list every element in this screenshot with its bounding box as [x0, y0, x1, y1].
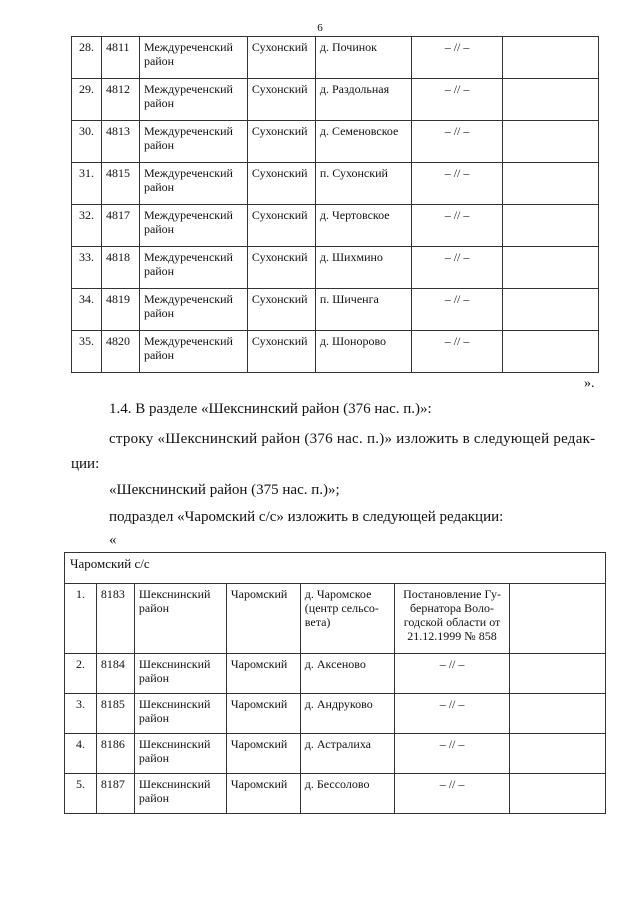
district-name: Междуреченский район	[139, 79, 247, 121]
settlement-code: 4817	[101, 205, 139, 247]
district-name: Шекснинский район	[134, 694, 226, 734]
settlement-code: 8184	[96, 654, 134, 694]
settlement-name: п. Сухонский	[315, 163, 411, 205]
table-row	[72, 79, 599, 121]
legal-basis: Постановление Гу-бернатора Воло-годской области от 21.12.1999 № 858	[394, 584, 510, 654]
council-name: Чаромский	[226, 584, 300, 654]
row-number: 30.	[72, 121, 102, 163]
paragraph-subsection: подраздел «Чаромский с/с» изложить в следующей редакции:	[109, 509, 504, 525]
settlement-code: 8183	[96, 584, 134, 654]
council-name: Сухонский	[247, 247, 315, 289]
district-name: Междуреченский район	[139, 121, 247, 163]
settlement-code: 4815	[101, 163, 139, 205]
legal-basis: – // –	[411, 121, 503, 163]
empty-cell	[510, 584, 606, 654]
legal-basis: – // –	[394, 774, 510, 814]
table-row	[65, 774, 606, 814]
row-number: 4.	[65, 734, 97, 774]
table-row	[72, 121, 599, 163]
settlement-name: д. Астралиха	[300, 734, 394, 774]
district-name: Междуреченский район	[139, 163, 247, 205]
settlement-code: 8185	[96, 694, 134, 734]
legal-basis: – // –	[411, 205, 503, 247]
row-number: 34.	[72, 289, 102, 331]
settlement-code: 4812	[101, 79, 139, 121]
settlement-name: д. Бессолово	[300, 774, 394, 814]
row-number: 31.	[72, 163, 102, 205]
settlement-code: 4818	[101, 247, 139, 289]
settlement-name: д. Андруково	[300, 694, 394, 734]
settlement-name: д. Чертовское	[315, 205, 411, 247]
district-name: Шекснинский район	[134, 774, 226, 814]
settlement-name: д. Аксеново	[300, 654, 394, 694]
legal-basis: – // –	[394, 694, 510, 734]
page-number: 6	[317, 22, 323, 34]
council-name: Сухонский	[247, 205, 315, 247]
settlement-code: 4820	[101, 331, 139, 373]
row-number: 28.	[72, 37, 102, 79]
settlement-name: д. Чаромское (центр сельсо-вета)	[300, 584, 394, 654]
district-name: Междуреченский район	[139, 37, 247, 79]
settlement-code: 4813	[101, 121, 139, 163]
council-name: Сухонский	[247, 331, 315, 373]
district-name: Шекснинский район	[134, 734, 226, 774]
settlement-code: 4819	[101, 289, 139, 331]
settlement-name: д. Раздольная	[315, 79, 411, 121]
empty-cell	[503, 289, 599, 331]
empty-cell	[503, 331, 599, 373]
district-name: Междуреченский район	[139, 247, 247, 289]
empty-cell	[503, 121, 599, 163]
legal-basis: – // –	[411, 289, 503, 331]
empty-cell	[510, 694, 606, 734]
district-name: Междуреченский район	[139, 331, 247, 373]
settlement-code: 4811	[101, 37, 139, 79]
row-number: 29.	[72, 79, 102, 121]
council-name: Чаромский	[226, 734, 300, 774]
council-name: Чаромский	[226, 774, 300, 814]
row-number: 32.	[72, 205, 102, 247]
district-name: Междуреченский район	[139, 205, 247, 247]
closing-quote: ».	[584, 376, 595, 391]
council-name: Сухонский	[247, 289, 315, 331]
council-name: Чаромский	[226, 654, 300, 694]
paragraph-line-replace-cont: ции:	[71, 456, 100, 472]
empty-cell	[510, 734, 606, 774]
table-row	[72, 37, 599, 79]
table-row	[72, 205, 599, 247]
settlement-name: д. Шихмино	[315, 247, 411, 289]
paragraph-1-4: 1.4. В разделе «Шекснинский район (376 нас. п.)»:	[109, 401, 432, 417]
empty-cell	[503, 205, 599, 247]
council-name: Сухонский	[247, 79, 315, 121]
empty-cell	[503, 37, 599, 79]
council-name: Сухонский	[247, 121, 315, 163]
settlement-code: 8187	[96, 774, 134, 814]
settlement-code: 8186	[96, 734, 134, 774]
legal-basis: – // –	[394, 654, 510, 694]
table-caption: Чаромский с/с	[65, 553, 606, 584]
table-row	[72, 331, 599, 373]
legal-basis: – // –	[411, 37, 503, 79]
legal-basis: – // –	[411, 79, 503, 121]
settlement-name: д. Семеновское	[315, 121, 411, 163]
row-number: 33.	[72, 247, 102, 289]
empty-cell	[510, 774, 606, 814]
table-row	[72, 163, 599, 205]
empty-cell	[503, 79, 599, 121]
table-row	[72, 289, 599, 331]
legal-basis: – // –	[411, 247, 503, 289]
district-name: Междуреченский район	[139, 289, 247, 331]
table-row	[65, 584, 606, 654]
settlements-table-mezhdurechensky	[71, 36, 599, 373]
row-number: 5.	[65, 774, 97, 814]
table-row	[65, 654, 606, 694]
settlement-name: д. Починок	[315, 37, 411, 79]
row-number: 35.	[72, 331, 102, 373]
district-name: Шекснинский район	[134, 584, 226, 654]
opening-quote: «	[109, 532, 117, 548]
row-number: 1.	[65, 584, 97, 654]
legal-basis: – // –	[411, 163, 503, 205]
table-row	[72, 247, 599, 289]
table-row	[65, 734, 606, 774]
council-name: Чаромский	[226, 694, 300, 734]
legal-basis: – // –	[411, 331, 503, 373]
district-name: Шекснинский район	[134, 654, 226, 694]
row-number: 3.	[65, 694, 97, 734]
settlement-name: п. Шиченга	[315, 289, 411, 331]
council-name: Сухонский	[247, 163, 315, 205]
empty-cell	[503, 247, 599, 289]
settlement-name: д. Шонорово	[315, 331, 411, 373]
paragraph-line-replace: строку «Шекснинский район (376 нас. п.)» изложить в следующей редак-	[109, 431, 596, 447]
empty-cell	[503, 163, 599, 205]
empty-cell	[510, 654, 606, 694]
table-row	[65, 694, 606, 734]
paragraph-new-heading: «Шекснинский район (375 нас. п.)»;	[109, 482, 340, 498]
legal-basis: – // –	[394, 734, 510, 774]
settlements-table-charomsky	[64, 552, 606, 814]
council-name: Сухонский	[247, 37, 315, 79]
row-number: 2.	[65, 654, 97, 694]
